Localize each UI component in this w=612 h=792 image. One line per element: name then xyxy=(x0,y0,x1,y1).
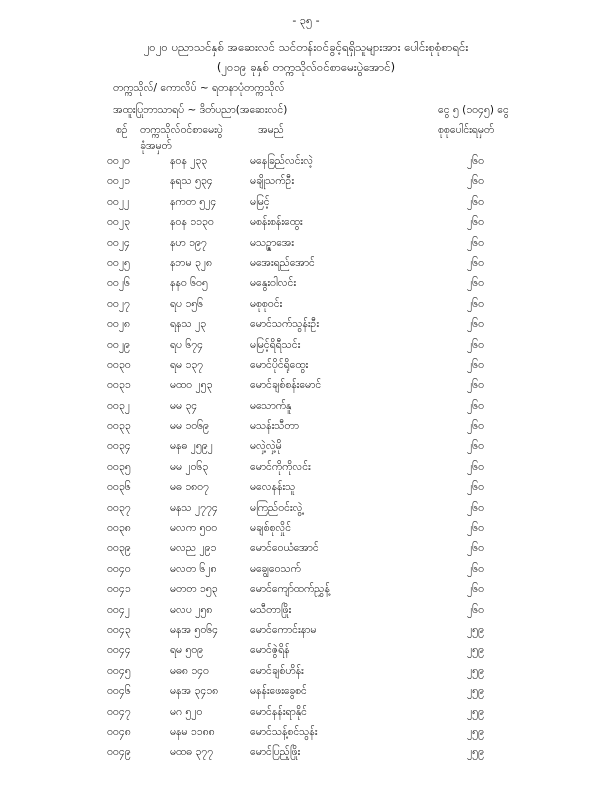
results-table xyxy=(0,155,612,767)
row-name: မနန်းဖေးခွေစင် xyxy=(250,685,307,698)
row-marks: ၂၆၀ xyxy=(467,440,484,453)
university-label: တက္ကသိုလ်/ ကောလိပ် ~ ရတနာပုံတက္ကသိုလ် xyxy=(113,82,285,94)
row-marks: ၂၆၀ xyxy=(467,399,484,412)
table-row xyxy=(0,481,612,501)
table-row xyxy=(0,277,612,297)
row-roll-number: နဝန ၂၃၃ xyxy=(170,155,208,167)
row-seq: ၀၀၄၅ xyxy=(107,664,131,677)
table-row xyxy=(0,257,612,277)
table-row xyxy=(0,746,612,766)
row-name: မောင်ပိုင်ရိုထွေး xyxy=(250,358,309,371)
row-roll-number: နရသ ၅၃၄ xyxy=(170,175,213,188)
row-marks: ၂၆၀ xyxy=(467,358,484,371)
row-seq: ၀၀၃၂ xyxy=(107,399,130,412)
page-number: - ၃၅ - xyxy=(292,14,320,27)
table-row xyxy=(0,400,612,420)
row-seq: ၀၀၃၈ xyxy=(107,522,131,535)
table-row xyxy=(0,624,612,644)
row-name: မောင်ပြည့်ဖြိုး xyxy=(250,746,301,759)
row-marks: ၂၆၀ xyxy=(467,562,484,575)
row-name: မောင်နန်းရာနိုင် xyxy=(250,705,307,718)
row-marks: ၂၆၀ xyxy=(467,583,484,596)
row-seq: ၀၀၃၃ xyxy=(107,420,131,433)
row-seq: ၀၀၂၀ xyxy=(107,155,130,167)
table-row xyxy=(0,583,612,603)
row-roll-number: မမ ၁၀၆၉ xyxy=(170,420,209,433)
row-seq: ၀၀၂၈ xyxy=(107,318,130,331)
row-seq: ၀၀၂၇ xyxy=(107,297,130,310)
row-seq: ၀၀၃၀ xyxy=(107,358,131,371)
row-name: မသီတာဖြိုး xyxy=(250,603,292,616)
row-roll-number: မနအ ၅၀၆၄ xyxy=(170,623,219,636)
row-name: မောင်ဇွဲရိန် xyxy=(250,644,290,657)
row-marks: ၂၆၀ xyxy=(467,155,484,167)
table-row xyxy=(0,706,612,726)
row-marks: ၂၆၀ xyxy=(467,501,484,514)
row-seq: ၀၀၃၉ xyxy=(107,542,131,555)
row-name: မချစ်စုလှိုင် xyxy=(250,522,292,535)
row-marks: ၂၆၀ xyxy=(467,379,484,392)
row-roll-number: ရမ ၁၃၇ xyxy=(170,358,204,371)
row-roll-number: နဟ ၁၉၇ xyxy=(170,236,207,249)
row-seq: ၀၀၄၀ xyxy=(107,562,131,575)
row-name: မမြင့်ရိရီသင်း xyxy=(250,338,301,351)
document-subtitle: (၂၀၁၉ ခုနှစ် တက္ကသိုလ်ဝင်စာမေးပွဲအောင်) xyxy=(216,60,396,74)
row-roll-number: ရပ ၆၇၄ xyxy=(170,338,204,351)
row-roll-number: မဂ ၅၂၀ xyxy=(170,705,203,718)
row-name: မအေးရည်အောင် xyxy=(250,256,315,269)
column-header-marks: စုစုပေါင်းရမှတ် xyxy=(438,124,495,136)
row-roll-number: နနဝ ၆၀၅ xyxy=(170,277,208,290)
row-name: မချွေဝေသက် xyxy=(250,562,301,575)
row-seq: ၀၀၂၅ xyxy=(107,256,130,269)
table-row xyxy=(0,726,612,746)
row-seq: ၀၀၂၃ xyxy=(107,216,130,229)
row-seq: ၀၀၃၅ xyxy=(107,460,131,473)
table-row xyxy=(0,155,612,175)
row-seq: ၀၀၄၆ xyxy=(107,685,131,698)
row-seq: ၀၀၄၉ xyxy=(107,746,131,759)
table-row xyxy=(0,665,612,685)
row-marks: ၂၆၀ xyxy=(467,256,484,269)
row-roll-number: ရပ ၁၅၆ xyxy=(170,297,204,310)
row-marks: ၂၆၀ xyxy=(467,318,484,331)
row-marks: ၂၆၀ xyxy=(467,175,484,188)
table-row xyxy=(0,216,612,236)
row-roll-number: မတတ ၁၅၃ xyxy=(170,583,218,596)
row-roll-number: နဘမ ၃၂၈ xyxy=(170,256,212,269)
row-marks: ၂၆၀ xyxy=(467,603,484,616)
row-seq: ၀၀၄၈ xyxy=(107,725,131,738)
row-roll-number: မမ ၃၄ xyxy=(170,399,198,412)
row-name: မသောက်နူ xyxy=(250,399,292,412)
table-row xyxy=(0,175,612,195)
row-marks: ၂၆၀ xyxy=(467,216,484,229)
row-name: မနွေးဝါလင်း xyxy=(250,277,297,290)
row-roll-number: မလတ ၆၂၈ xyxy=(170,562,217,575)
row-marks: ၂၆၀ xyxy=(467,338,484,351)
row-seq: ၀၀၂၄ xyxy=(107,236,130,249)
document-title: ၂၀၂၀ ပညာသင်နှစ် အဆေးလင် သင်တန်းဝင်ခွင့်ရရှိသူများအား ပေါင်းစုစုံစာရင်း xyxy=(143,40,469,54)
row-name: မောင်သက်သွန်းဦး xyxy=(250,318,320,331)
table-row xyxy=(0,461,612,481)
row-marks: ၂၆၀ xyxy=(467,420,484,433)
row-seq: ၀၀၄၄ xyxy=(107,644,131,657)
row-roll-number: မထဓ ၃၇၇ xyxy=(170,746,214,759)
row-seq: ၀၀၄၃ xyxy=(107,623,131,636)
row-marks: ၂၆၀ xyxy=(467,297,484,310)
row-name: မောင်ဝေယံအောင် xyxy=(250,542,319,555)
column-header-roll: တက္ကသိုလ်ဝင်စာမေးပွဲ xyxy=(140,124,223,136)
row-name: မောင်သန့်စင်သွန်း xyxy=(250,725,318,738)
row-name: မလှဲ့လှဲ့မို xyxy=(250,440,282,453)
table-row xyxy=(0,685,612,705)
row-name: မကြည်ဝင်းလွဲ့ xyxy=(250,501,303,514)
row-name: မစန်းစန်းထွေး xyxy=(250,216,303,229)
table-row xyxy=(0,298,612,318)
row-seq: ၀၀၃၁ xyxy=(107,379,131,392)
column-header-name: အမည် xyxy=(258,124,284,136)
table-row xyxy=(0,318,612,338)
row-roll-number: မနမ ၁၁၈၈ xyxy=(170,725,215,738)
row-seq: ၀၀၃၇ xyxy=(107,501,131,514)
row-marks: ၂၅၉ xyxy=(467,623,484,636)
row-marks: ၂၅၉ xyxy=(467,664,484,677)
row-marks: ၂၆၀ xyxy=(467,481,484,494)
row-marks: ၂၅၉ xyxy=(467,705,484,718)
row-seq: ၀၀၄၁ xyxy=(107,583,131,596)
column-header-seq: စဉ် xyxy=(116,124,128,136)
row-name: မလေနန်းသူ xyxy=(250,481,296,494)
table-row xyxy=(0,237,612,257)
table-row xyxy=(0,440,612,460)
row-marks: ၂၆၀ xyxy=(467,522,484,535)
row-marks: ၂၅၉ xyxy=(467,644,484,657)
row-marks: ၂၅၉ xyxy=(467,746,484,759)
row-roll-number: မလပ ၂၅၈ xyxy=(170,603,213,616)
table-row xyxy=(0,644,612,664)
table-row xyxy=(0,196,612,216)
row-name: မောင်ချစ်ဟိန်း xyxy=(250,664,304,677)
table-row xyxy=(0,604,612,624)
row-name: မမြင့် xyxy=(250,195,270,208)
row-roll-number: နကတ ၅၂၄ xyxy=(170,195,217,208)
row-name: မချိုသက်ဦး xyxy=(250,175,294,188)
row-roll-number: နဝန ၁၁၃၀ xyxy=(170,216,214,229)
row-roll-number: ရနသ ၂၃ xyxy=(170,318,207,331)
table-row xyxy=(0,542,612,562)
column-header-roll-number: ခုံအမှတ် xyxy=(140,140,172,152)
row-marks: ၂၆၀ xyxy=(467,460,484,473)
row-roll-number: ရမ ၅၀၉ xyxy=(170,644,204,657)
row-roll-number: မနဓ ၂၅၉၂ xyxy=(170,440,213,453)
row-seq: ၀၀၃၆ xyxy=(107,481,131,494)
row-seq: ၀၀၂၉ xyxy=(107,338,130,351)
row-roll-number: မမ ၂၀၆၃ xyxy=(170,460,209,473)
row-name: မသဉ္ဇာအေး xyxy=(250,236,294,249)
table-row xyxy=(0,563,612,583)
table-row xyxy=(0,522,612,542)
row-roll-number: မနအ ၃၄၁၈ xyxy=(170,685,219,698)
row-seq: ၀၀၂၁ xyxy=(107,175,130,188)
row-name: မောင်ကိုကိုလင်း xyxy=(250,460,311,473)
row-marks: ၂၅၉ xyxy=(467,685,484,698)
total-marks-header: ငွေ ၅ (၁၀၄၅) ငွေ xyxy=(438,104,509,116)
table-row xyxy=(0,359,612,379)
row-name: မောင်ကျော်ထက်ညွှန့် xyxy=(250,583,330,596)
row-name: မစုစုဝင်း xyxy=(250,297,283,310)
row-name: မောင်ချစ်စန်းမောင် xyxy=(250,379,322,392)
row-seq: ၀၀၄၇ xyxy=(107,705,131,718)
row-marks: ၂၆၀ xyxy=(467,542,484,555)
row-roll-number: မဓ ၁၈၀၇ xyxy=(170,481,209,494)
row-marks: ၂၆၀ xyxy=(467,195,484,208)
row-roll-number: မဓ၈ ၁၄၀ xyxy=(170,664,209,677)
table-row xyxy=(0,379,612,399)
row-marks: ၂၆၀ xyxy=(467,277,484,290)
row-name: မနေခြည်လင်းလဲ့ xyxy=(250,155,314,167)
row-roll-number: မထဝ ၂၅၃ xyxy=(170,379,213,392)
row-name: မောင်ကောင်းနာမ xyxy=(250,623,317,636)
row-seq: ၀၀၂၆ xyxy=(107,277,130,290)
table-row xyxy=(0,502,612,522)
row-name: မသန်းသီတာ xyxy=(250,420,299,433)
row-roll-number: မလက ၅၀၀ xyxy=(170,522,218,535)
row-roll-number: မနသ ၂၇၇၄ xyxy=(170,501,218,514)
table-row xyxy=(0,420,612,440)
subject-label: အထူးပြုဘာသာရပ် ~ ဒိတ်ပညာ(အဆေးလင်) xyxy=(113,104,288,116)
row-seq: ၀၀၂၂ xyxy=(107,195,130,208)
row-marks: ၂၆၀ xyxy=(467,236,484,249)
row-seq: ၀၀၃၄ xyxy=(107,440,131,453)
table-row xyxy=(0,339,612,359)
row-roll-number: မလည ၂၉၁ xyxy=(170,542,217,555)
row-marks: ၂၅၉ xyxy=(467,725,484,738)
row-seq: ၀၀၄၂ xyxy=(107,603,130,616)
